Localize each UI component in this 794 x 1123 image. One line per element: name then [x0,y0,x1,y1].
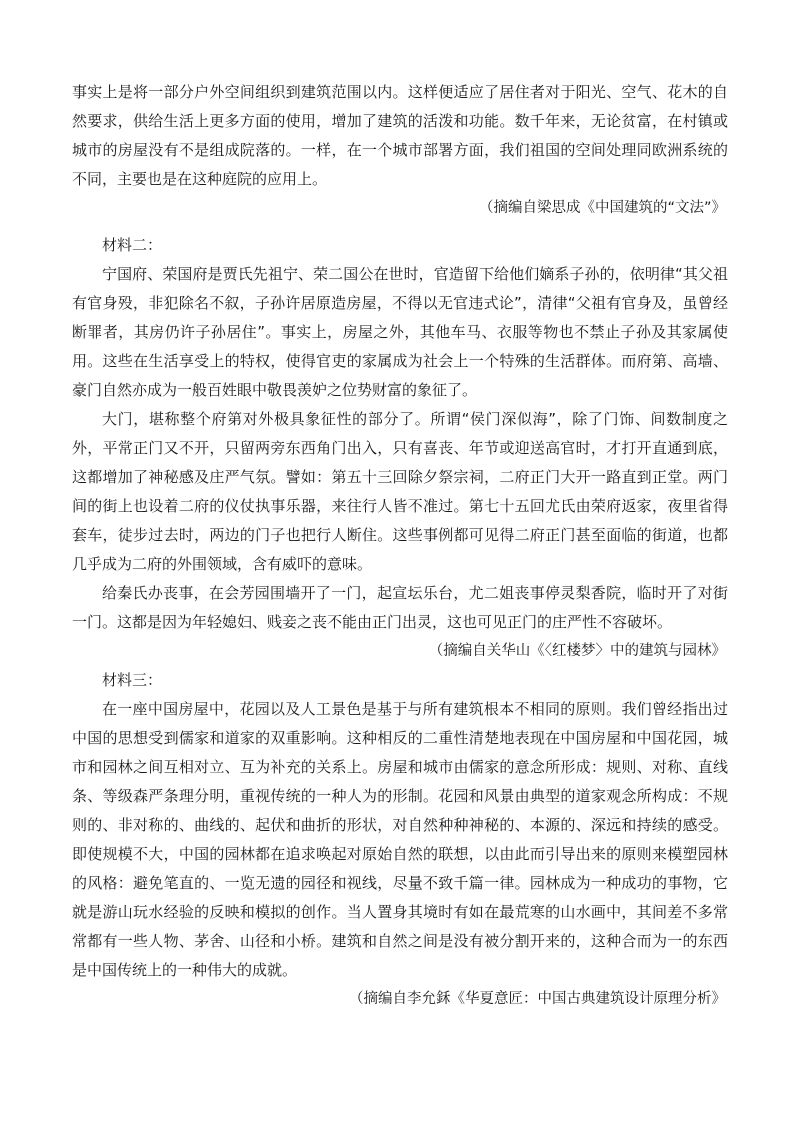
source-citation-3: （摘编自李允鉌《华夏意匠：中国古典建筑设计原理分析》 [349,991,726,1007]
paragraph-3-1: 在一座中国房屋中，花园以及人工景色是基于与所有建筑根本不相同的原则。我们曾经指出过中国的思想受到儒家和道家的双重影响。这种相反的二重性清楚地表现在中国房屋和中国花园，城市和园林之间互相对立、互为补充的关系上。房屋和城市由儒家的意念所形成：规则、对称、直线条、等级森严条理分明，重视传统的一种人为的形制。花园和风景由典型的道家观念所构成：不规则的、非对称的、曲线的、起伏和曲折的形状，对自然种种神秘的、本源的、深远和持续的感受。即使规模不大，中国的园林都在追求唤起对原始自然的联想，以由此而引导出来的原则来模塑园林的风格：避免笔直的、一览无遗的园径和视线，尽量不致千篇一律。园林成为一种成功的事物，它就是游山玩水经验的反映和模拟的创作。当人置身其境时有如在最荒寒的山水画中，其间差不多常常都有一些人物、茅舍、山径和小桥。建筑和自然之间是没有被分割开来的，这种合而为一的东西是中国传统上的一种伟大的成就。 [72,700,728,979]
paragraph-2-3: 给秦氏办丧事，在会芳园围墙开了一门，起宣坛乐台，尤二姐丧事停灵梨香院，临时开了对街一门。这都是因为年轻媳妇、贱妾之丧不能由正门出灵，这也可见正门的庄严性不容破坏。 [72,584,728,631]
paragraph-intro: 事实上是将一部分户外空间组织到建筑范围以内。这样便适应了居住者对于阳光、空气、花木的自然要求，供给生活上更多方面的使用，增加了建筑的活泼和功能。数千年来，无论贫富，在村镇或城市的房屋没有不是组成院落的。一样，在一个城市部署方面，我们祖国的空间处理同欧洲系统的不同，主要也是在这种庭院的应用上。 [72,83,728,188]
document-page [72,78,728,1014]
source-citation-1: （摘编自梁思成《中国建筑的“文法”》 [478,200,726,216]
paragraph-2-2: 大门，堪称整个府第对外极具象征性的部分了。所谓“侯门深似海”，除了门饰、间数制度之外，平常正门又不开，只留两旁东西角门出入，只有喜丧、年节或迎送高官时，才打开直通到底，这都增加了神秘感及庄严气氛。譬如：第五十三回除夕祭宗祠，二府正门大开一路直到正堂。两门间的街上也设着二府的仪仗执事乐器，来往行人皆不准过。第七十五回尤氏由荣府返家，夜里省得套车，徒步过去时，两边的门子也把行人断住。这些事例都可见得二府正门甚至面临的街道，也都几乎成为二府的外围领域，含有威吓的意味。 [72,410,728,573]
section-heading-3: 材料三： [102,671,163,689]
paragraph-2-1: 宁国府、荣国府是贾氏先祖宁、荣二国公在世时，官造留下给他们嫡系子孙的，依明律“其父祖有官身殁，非犯除名不叙，子孙许居原造房屋，不得以无官违式论”，清律“父祖有官身及，虽曾经断罪者，其房仍许子孙居住”。事实上，房屋之外，其他车马、衣服等物也不禁止子孙及其家属使用。这些在生活享受上的特权，使得官吏的家属成为社会上一个特殊的生活群体。而府第、高墙、豪门自然亦成为一般百姓眼中敬畏羡妒之位势财富的象征了。 [72,265,728,399]
section-heading-2: 材料二： [102,236,163,254]
source-citation-2: （摘编自关华山《〈红楼梦〉中的建筑与园林》 [428,643,726,659]
